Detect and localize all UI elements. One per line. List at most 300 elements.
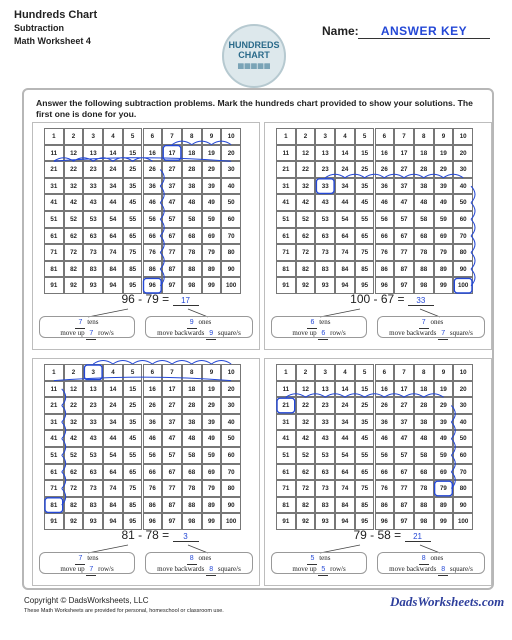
grid-cell[interactable]: 35 [355,414,375,431]
grid-cell[interactable]: 17 [394,145,414,162]
grid-cell[interactable]: 13 [315,381,335,398]
grid-cell[interactable]: 32 [64,414,84,431]
grid-cell[interactable]: 59 [202,447,222,464]
grid-cell[interactable]: 77 [394,480,414,497]
grid-cell[interactable]: 54 [103,211,123,228]
grid-cell[interactable]: 82 [64,497,84,514]
grid-cell[interactable]: 1 [44,364,64,381]
rows-blank[interactable]: 5 [318,564,328,576]
grid-cell[interactable]: 30 [453,161,473,178]
grid-cell[interactable]: 65 [355,228,375,245]
grid-cell[interactable]: 23 [83,397,103,414]
grid-cell[interactable]: 66 [143,464,163,481]
grid-cell[interactable]: 21 [276,161,296,178]
grid-cell[interactable]: 86 [375,497,395,514]
grid-cell[interactable]: 14 [335,145,355,162]
grid-cell[interactable]: 17 [394,381,414,398]
grid-cell[interactable]: 65 [123,228,143,245]
grid-cell[interactable]: 38 [414,414,434,431]
grid-cell[interactable]: 7 [162,364,182,381]
grid-cell[interactable]: 18 [182,145,202,162]
grid-cell[interactable]: 89 [202,261,222,278]
grid-cell[interactable]: 76 [375,244,395,261]
grid-cell[interactable]: 61 [276,228,296,245]
grid-cell[interactable]: 61 [276,464,296,481]
grid-cell[interactable]: 84 [335,497,355,514]
grid-cell[interactable]: 58 [414,211,434,228]
grid-cell[interactable]: 86 [143,261,163,278]
grid-cell[interactable]: 52 [64,447,84,464]
grid-cell[interactable]: 25 [355,161,375,178]
grid-cell[interactable]: 11 [276,145,296,162]
grid-cell[interactable]: 54 [335,211,355,228]
grid-cell[interactable]: 14 [103,381,123,398]
grid-cell[interactable]: 36 [143,414,163,431]
grid-cell[interactable]: 35 [355,178,375,195]
grid-cell[interactable]: 12 [64,381,84,398]
grid-cell[interactable]: 52 [296,447,316,464]
grid-cell[interactable]: 75 [123,480,143,497]
grid-cell[interactable]: 17 [162,145,182,162]
grid-cell[interactable]: 93 [83,513,103,530]
grid-cell[interactable]: 78 [414,480,434,497]
grid-cell[interactable]: 13 [315,145,335,162]
grid-cell[interactable]: 100 [221,277,241,294]
grid-cell[interactable]: 5 [123,128,143,145]
grid-cell[interactable]: 20 [453,145,473,162]
grid-cell[interactable]: 86 [375,261,395,278]
grid-cell[interactable]: 57 [162,211,182,228]
grid-cell[interactable]: 86 [143,497,163,514]
grid-cell[interactable]: 45 [123,194,143,211]
grid-cell[interactable]: 82 [64,261,84,278]
grid-cell[interactable]: 55 [123,447,143,464]
grid-cell[interactable]: 90 [453,261,473,278]
grid-cell[interactable]: 63 [83,464,103,481]
grid-cell[interactable]: 78 [414,244,434,261]
grid-cell[interactable]: 36 [143,178,163,195]
grid-cell[interactable]: 9 [202,364,222,381]
grid-cell[interactable]: 58 [182,447,202,464]
grid-cell[interactable]: 93 [315,277,335,294]
grid-cell[interactable]: 85 [123,497,143,514]
grid-cell[interactable]: 41 [276,194,296,211]
grid-cell[interactable]: 67 [162,228,182,245]
grid-cell[interactable]: 62 [296,464,316,481]
grid-cell[interactable]: 100 [453,277,473,294]
grid-cell[interactable]: 3 [83,128,103,145]
grid-cell[interactable]: 82 [296,261,316,278]
grid-cell[interactable]: 76 [143,480,163,497]
grid-cell[interactable]: 4 [103,128,123,145]
grid-cell[interactable]: 3 [315,128,335,145]
grid-cell[interactable]: 73 [315,244,335,261]
grid-cell[interactable]: 36 [375,414,395,431]
grid-cell[interactable]: 5 [355,128,375,145]
grid-cell[interactable]: 77 [394,244,414,261]
grid-cell[interactable]: 70 [221,228,241,245]
grid-cell[interactable]: 77 [162,480,182,497]
grid-cell[interactable]: 8 [182,364,202,381]
grid-cell[interactable]: 37 [394,414,414,431]
grid-cell[interactable]: 96 [375,277,395,294]
grid-cell[interactable]: 96 [143,513,163,530]
grid-cell[interactable]: 65 [123,464,143,481]
grid-cell[interactable]: 83 [83,497,103,514]
grid-cell[interactable]: 90 [221,261,241,278]
grid-cell[interactable]: 92 [64,513,84,530]
grid-cell[interactable]: 26 [375,161,395,178]
grid-cell[interactable]: 81 [276,497,296,514]
grid-cell[interactable]: 80 [221,480,241,497]
grid-cell[interactable]: 43 [315,194,335,211]
grid-cell[interactable]: 95 [355,513,375,530]
grid-cell[interactable]: 99 [202,513,222,530]
grid-cell[interactable]: 59 [202,211,222,228]
ones-blank[interactable]: 8 [419,553,429,565]
grid-cell[interactable]: 42 [296,194,316,211]
grid-cell[interactable]: 15 [355,145,375,162]
grid-cell[interactable]: 37 [162,178,182,195]
grid-cell[interactable]: 51 [44,211,64,228]
grid-cell[interactable]: 88 [414,497,434,514]
grid-cell[interactable]: 32 [64,178,84,195]
grid-cell[interactable]: 83 [315,261,335,278]
grid-cell[interactable]: 35 [123,178,143,195]
grid-cell[interactable]: 56 [143,447,163,464]
grid-cell[interactable]: 45 [123,430,143,447]
grid-cell[interactable]: 4 [103,364,123,381]
grid-cell[interactable]: 24 [103,161,123,178]
grid-cell[interactable]: 52 [64,211,84,228]
grid-cell[interactable]: 9 [202,128,222,145]
grid-cell[interactable]: 44 [335,430,355,447]
grid-cell[interactable]: 21 [44,397,64,414]
grid-cell[interactable]: 72 [296,480,316,497]
grid-cell[interactable]: 61 [44,228,64,245]
grid-cell[interactable]: 73 [83,480,103,497]
grid-cell[interactable]: 92 [296,277,316,294]
grid-cell[interactable]: 6 [143,128,163,145]
grid-cell[interactable]: 75 [355,244,375,261]
grid-cell[interactable]: 53 [83,211,103,228]
grid-cell[interactable]: 60 [221,211,241,228]
grid-cell[interactable]: 87 [162,497,182,514]
grid-cell[interactable]: 99 [434,513,454,530]
grid-cell[interactable]: 16 [375,145,395,162]
grid-cell[interactable]: 15 [355,381,375,398]
grid-cell[interactable]: 16 [143,381,163,398]
rows-blank[interactable]: 6 [318,328,328,340]
grid-cell[interactable]: 31 [44,414,64,431]
grid-cell[interactable]: 48 [414,430,434,447]
grid-cell[interactable]: 51 [276,447,296,464]
grid-cell[interactable]: 92 [64,277,84,294]
grid-cell[interactable]: 69 [202,464,222,481]
grid-cell[interactable]: 91 [276,513,296,530]
grid-cell[interactable]: 57 [394,447,414,464]
grid-cell[interactable]: 96 [143,277,163,294]
grid-cell[interactable]: 33 [315,414,335,431]
grid-cell[interactable]: 74 [103,244,123,261]
grid-cell[interactable]: 53 [315,447,335,464]
grid-cell[interactable]: 93 [83,277,103,294]
grid-cell[interactable]: 74 [335,480,355,497]
answer-blank[interactable]: 17 [173,296,199,306]
grid-cell[interactable]: 78 [182,480,202,497]
grid-cell[interactable]: 10 [221,128,241,145]
grid-cell[interactable]: 62 [296,228,316,245]
grid-cell[interactable]: 27 [162,397,182,414]
grid-cell[interactable]: 30 [453,397,473,414]
grid-cell[interactable]: 60 [453,447,473,464]
grid-cell[interactable]: 32 [296,414,316,431]
grid-cell[interactable]: 34 [103,178,123,195]
grid-cell[interactable]: 84 [103,497,123,514]
grid-cell[interactable]: 41 [44,430,64,447]
grid-cell[interactable]: 16 [375,381,395,398]
grid-cell[interactable]: 68 [414,464,434,481]
grid-cell[interactable]: 13 [83,145,103,162]
grid-cell[interactable]: 89 [434,261,454,278]
grid-cell[interactable]: 19 [434,381,454,398]
grid-cell[interactable]: 12 [296,381,316,398]
grid-cell[interactable]: 12 [64,145,84,162]
grid-cell[interactable]: 98 [182,277,202,294]
grid-cell[interactable]: 12 [296,145,316,162]
grid-cell[interactable]: 48 [414,194,434,211]
grid-cell[interactable]: 71 [276,244,296,261]
grid-cell[interactable]: 100 [221,513,241,530]
grid-cell[interactable]: 63 [83,228,103,245]
grid-cell[interactable]: 81 [44,261,64,278]
grid-cell[interactable]: 25 [123,397,143,414]
grid-cell[interactable]: 55 [355,211,375,228]
grid-cell[interactable]: 49 [202,430,222,447]
grid-cell[interactable]: 57 [394,211,414,228]
grid-cell[interactable]: 41 [44,194,64,211]
grid-cell[interactable]: 1 [276,128,296,145]
grid-cell[interactable]: 39 [434,414,454,431]
grid-cell[interactable]: 61 [44,464,64,481]
grid-cell[interactable]: 10 [453,364,473,381]
grid-cell[interactable]: 64 [103,464,123,481]
grid-cell[interactable]: 54 [103,447,123,464]
grid-cell[interactable]: 89 [434,497,454,514]
grid-cell[interactable]: 1 [276,364,296,381]
grid-cell[interactable]: 8 [182,128,202,145]
grid-cell[interactable]: 88 [182,497,202,514]
grid-cell[interactable]: 24 [335,397,355,414]
grid-cell[interactable]: 73 [315,480,335,497]
grid-cell[interactable]: 6 [143,364,163,381]
squares-blank[interactable]: 7 [438,328,448,340]
grid-cell[interactable]: 28 [182,397,202,414]
grid-cell[interactable]: 66 [375,228,395,245]
grid-cell[interactable]: 38 [182,178,202,195]
grid-cell[interactable]: 88 [414,261,434,278]
grid-cell[interactable]: 30 [221,161,241,178]
grid-cell[interactable]: 98 [414,277,434,294]
tens-blank[interactable]: 5 [307,553,317,565]
grid-cell[interactable]: 91 [276,277,296,294]
grid-cell[interactable]: 44 [103,194,123,211]
grid-cell[interactable]: 58 [414,447,434,464]
grid-cell[interactable]: 69 [434,228,454,245]
grid-cell[interactable]: 29 [434,161,454,178]
grid-cell[interactable]: 69 [434,464,454,481]
grid-cell[interactable]: 77 [162,244,182,261]
grid-cell[interactable]: 92 [296,513,316,530]
grid-cell[interactable]: 55 [123,211,143,228]
grid-cell[interactable]: 62 [64,228,84,245]
grid-cell[interactable]: 75 [355,480,375,497]
grid-cell[interactable]: 6 [375,128,395,145]
grid-cell[interactable]: 48 [182,194,202,211]
grid-cell[interactable]: 85 [355,497,375,514]
grid-cell[interactable]: 44 [103,430,123,447]
grid-cell[interactable]: 45 [355,194,375,211]
grid-cell[interactable]: 50 [221,430,241,447]
grid-cell[interactable]: 5 [123,364,143,381]
grid-cell[interactable]: 22 [296,397,316,414]
grid-cell[interactable]: 2 [296,364,316,381]
grid-cell[interactable]: 42 [296,430,316,447]
grid-cell[interactable]: 100 [453,513,473,530]
grid-cell[interactable]: 47 [162,430,182,447]
grid-cell[interactable]: 99 [434,277,454,294]
grid-cell[interactable]: 44 [335,194,355,211]
grid-cell[interactable]: 64 [103,228,123,245]
grid-cell[interactable]: 34 [103,414,123,431]
grid-cell[interactable]: 26 [375,397,395,414]
grid-cell[interactable]: 68 [182,464,202,481]
grid-cell[interactable]: 13 [83,381,103,398]
grid-cell[interactable]: 85 [123,261,143,278]
grid-cell[interactable]: 38 [414,178,434,195]
tens-blank[interactable]: 6 [307,317,317,329]
grid-cell[interactable]: 43 [83,194,103,211]
tens-blank[interactable]: 7 [75,317,85,329]
grid-cell[interactable]: 28 [182,161,202,178]
rows-blank[interactable]: 7 [86,328,96,340]
grid-cell[interactable]: 62 [64,464,84,481]
grid-cell[interactable]: 88 [182,261,202,278]
grid-cell[interactable]: 95 [123,277,143,294]
grid-cell[interactable]: 80 [453,244,473,261]
grid-cell[interactable]: 63 [315,464,335,481]
answer-blank[interactable]: 21 [405,532,431,542]
grid-cell[interactable]: 69 [202,228,222,245]
answer-blank[interactable]: 3 [173,532,199,542]
grid-cell[interactable]: 95 [355,277,375,294]
grid-cell[interactable]: 9 [434,364,454,381]
grid-cell[interactable]: 63 [315,228,335,245]
grid-cell[interactable]: 24 [103,397,123,414]
grid-cell[interactable]: 33 [83,414,103,431]
grid-cell[interactable]: 2 [64,364,84,381]
grid-cell[interactable]: 40 [221,178,241,195]
grid-cell[interactable]: 9 [434,128,454,145]
grid-cell[interactable]: 98 [182,513,202,530]
grid-cell[interactable]: 89 [202,497,222,514]
grid-cell[interactable]: 76 [143,244,163,261]
grid-cell[interactable]: 96 [375,513,395,530]
grid-cell[interactable]: 74 [103,480,123,497]
squares-blank[interactable]: 9 [206,328,216,340]
grid-cell[interactable]: 52 [296,211,316,228]
grid-cell[interactable]: 53 [315,211,335,228]
grid-cell[interactable]: 90 [221,497,241,514]
grid-cell[interactable]: 74 [335,244,355,261]
grid-cell[interactable]: 87 [394,261,414,278]
grid-cell[interactable]: 87 [394,497,414,514]
grid-cell[interactable]: 75 [123,244,143,261]
grid-cell[interactable]: 10 [453,128,473,145]
grid-cell[interactable]: 20 [453,381,473,398]
grid-cell[interactable]: 50 [453,430,473,447]
grid-cell[interactable]: 31 [276,414,296,431]
grid-cell[interactable]: 82 [296,497,316,514]
grid-cell[interactable]: 46 [143,430,163,447]
grid-cell[interactable]: 83 [315,497,335,514]
grid-cell[interactable]: 65 [355,464,375,481]
grid-cell[interactable]: 97 [394,277,414,294]
grid-cell[interactable]: 16 [143,145,163,162]
grid-cell[interactable]: 57 [162,447,182,464]
grid-cell[interactable]: 79 [434,480,454,497]
grid-cell[interactable]: 98 [414,513,434,530]
grid-cell[interactable]: 53 [83,447,103,464]
grid-cell[interactable]: 56 [375,447,395,464]
grid-cell[interactable]: 51 [44,447,64,464]
ones-blank[interactable]: 7 [419,317,429,329]
grid-cell[interactable]: 66 [375,464,395,481]
grid-cell[interactable]: 28 [414,161,434,178]
grid-cell[interactable]: 31 [276,178,296,195]
grid-cell[interactable]: 81 [276,261,296,278]
grid-cell[interactable]: 45 [355,430,375,447]
grid-cell[interactable]: 40 [453,178,473,195]
grid-cell[interactable]: 25 [123,161,143,178]
grid-cell[interactable]: 80 [221,244,241,261]
grid-cell[interactable]: 42 [64,430,84,447]
grid-cell[interactable]: 79 [434,244,454,261]
grid-cell[interactable]: 91 [44,277,64,294]
grid-cell[interactable]: 18 [414,381,434,398]
grid-cell[interactable]: 11 [44,145,64,162]
grid-cell[interactable]: 7 [394,128,414,145]
grid-cell[interactable]: 33 [83,178,103,195]
grid-cell[interactable]: 22 [296,161,316,178]
squares-blank[interactable]: 8 [206,564,216,576]
grid-cell[interactable]: 7 [162,128,182,145]
grid-cell[interactable]: 64 [335,464,355,481]
grid-cell[interactable]: 49 [434,194,454,211]
grid-cell[interactable]: 79 [202,480,222,497]
grid-cell[interactable]: 46 [375,194,395,211]
grid-cell[interactable]: 8 [414,364,434,381]
grid-cell[interactable]: 70 [453,228,473,245]
grid-cell[interactable]: 47 [394,194,414,211]
grid-cell[interactable]: 50 [221,194,241,211]
grid-cell[interactable]: 28 [414,397,434,414]
grid-cell[interactable]: 21 [44,161,64,178]
grid-cell[interactable]: 40 [221,414,241,431]
grid-cell[interactable]: 59 [434,447,454,464]
grid-cell[interactable]: 11 [44,381,64,398]
grid-cell[interactable]: 72 [64,480,84,497]
